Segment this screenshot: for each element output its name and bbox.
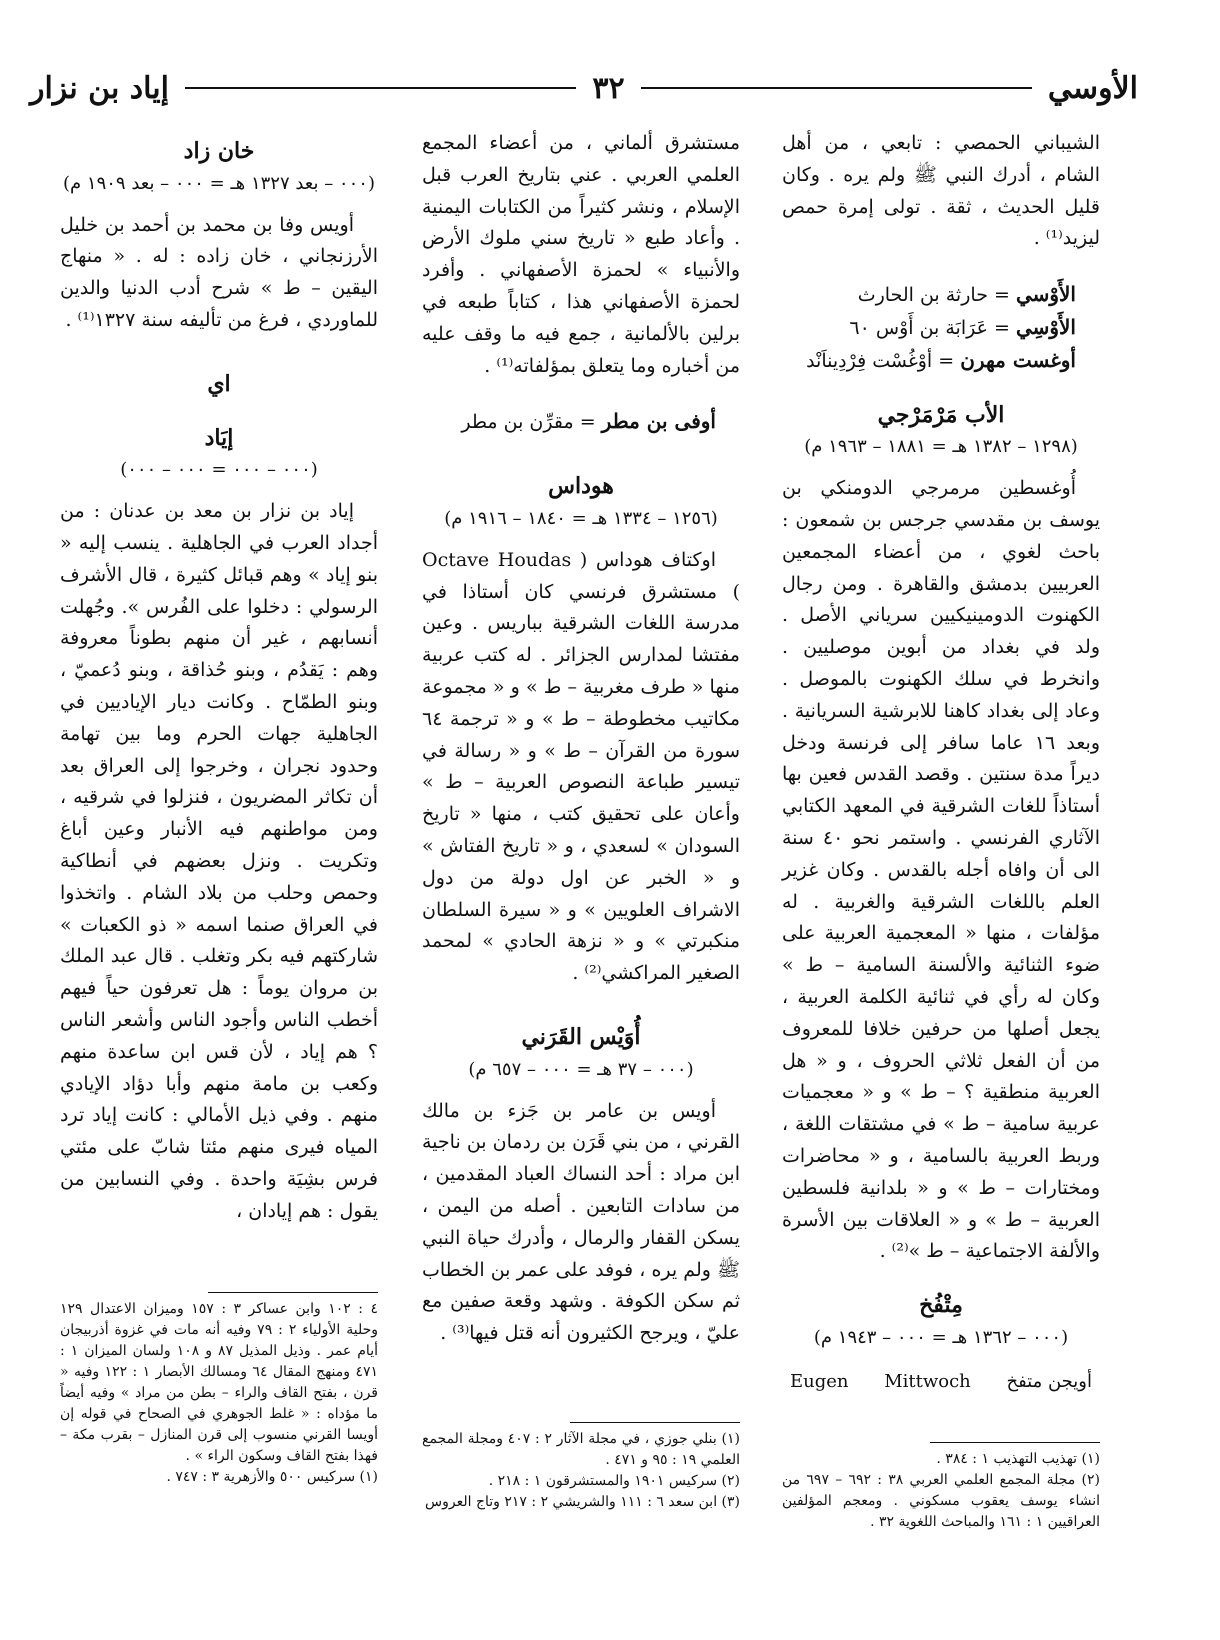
xref-target: = عَرَابَة بن أَوْس ٦٠ <box>849 316 1016 339</box>
cross-reference <box>782 279 1100 312</box>
column-middle <box>422 128 740 1510</box>
entry-body: أويس بن عامر بن جَزء بن مالك القرني ، من بني قَرَن بن ردمان بن ناجية ابن مراد : أحد النساك العباد المقدمين ، من سادات التابعين . أصله من اليمن ، يسكن القفار والرمال ، وأدرك حياة النبي ﷺ ولم يره ، فوفد على عمر بن الخطاب ثم سكن الكوفة . وشهد وقعة صفين مع عليّ ، ويرجح الكثيرون أنه قتل فيها⁽³⁾ . <box>422 1099 740 1345</box>
header-rule-right <box>641 87 1032 89</box>
column-left <box>60 128 378 1485</box>
xref-headword: الأَوْسِي <box>1015 314 1076 339</box>
xref-target: = حارثة بن الحارث <box>857 284 1016 307</box>
latin-name-first: Eugen <box>790 1370 849 1392</box>
entry-title: أُوَيْس القَرَني <box>521 1023 641 1050</box>
footnote-continued: ٤ : ١٠٢ وابن عساكر ٣ : ١٥٧ وميزان الاعتدال ١٢٩ وحلية الأولياء ٢ : ٧٩ وفيه أنه مات في غزوة أذربيجان أيام عمر . وذيل المذيل ٨٧ و ١٠٨ ولسان الميزان ١ : ٤٧١ ومنهج المقال ٦٤ ومسالك الأبصار ١ : ١٢٢ وفيه « قرن ، بفتح القاف والراء – بطن من مراد » وفيه أيضاً ما مؤداه : « غلط الجوهري في الصحاح في قوله إن أويسا القرني منسوب إلى قرن المنازل – بقرب مكة – فهذا بفتح القاف وسكون الراء » . <box>60 1301 378 1464</box>
continued-paragraph: مستشرق ألماني ، من أعضاء المجمع العلمي العربي . عني بتاريخ العرب قبل الإسلام ، ونشر كثيراً من الكتابات اليمنية . وأعاد طبع « تاريخ سني ملوك الأرض والأنبياء » لحمزة الأصفهاني . وأفرد لحمزة الأصفهاني هذا ، كتاباً طبعه في برلين بالألمانية ، جمع فيه ما وقف عليه من أخباره وما يتعلق بمؤلفاته⁽¹⁾ . <box>422 132 740 377</box>
section-letter: اي <box>207 370 231 397</box>
footnotes <box>60 1278 378 1488</box>
xref-headword: أوغست مهرن <box>960 347 1076 372</box>
footnotes <box>782 1428 1100 1533</box>
intro-paragraph: الشيباني الحمصي : تابعي ، من أهل الشام ، أدرك النبي ﷺ ولم يره . وكان قليل الحديث ، ثقة . تولى إمرة حمص ليزيد⁽¹⁾ . <box>782 132 1100 250</box>
footnote-rule <box>570 1422 740 1423</box>
footnotes <box>422 1408 740 1513</box>
page-number: ٣٢ <box>592 70 625 106</box>
header-left-word: إياد بن نزار <box>29 70 169 106</box>
entry-dates: (١٢٩٨ – ١٣٨٢ هـ = ١٨٨١ – ١٩٦٣ م) <box>804 436 1078 458</box>
xref-target: = أوْغُسْت فِرْدِيناَنْد <box>806 349 961 372</box>
entry-title: إيَاد <box>204 424 234 451</box>
footnote-rule <box>208 1292 378 1293</box>
cross-reference <box>782 345 1100 378</box>
cross-reference <box>782 312 1100 345</box>
xref-headword: أوفى بن مطر <box>601 409 716 434</box>
entry-title: هوداس <box>548 473 614 500</box>
column-right <box>782 128 1100 1530</box>
footnote-rule <box>930 1442 1100 1443</box>
header-right-word: الأوسي <box>1047 70 1138 106</box>
entry-dates: (٠٠٠ – بعد ١٣٢٧ هـ = ٠٠٠ – بعد ١٩٠٩ م) <box>63 172 375 194</box>
entry-title: خان زاد <box>183 138 255 164</box>
entry-dates: (٠٠٠ – ٠٠٠ = ٠٠٠ – ٠٠٠) <box>120 459 318 481</box>
entry-dates: (٠٠٠ – ١٣٦٢ هـ = ٠٠٠ – ١٩٤٣ م) <box>813 1326 1069 1348</box>
entry-dates: (٠٠٠ – ٣٧ هـ = ٠٠٠ – ٦٥٧ م) <box>468 1058 694 1080</box>
xref-target: = مقرِّن بن مطر <box>461 411 602 434</box>
arabic-name: أويجن متفخ <box>1006 1370 1092 1392</box>
footnote: (٢) مجلة المجمع العلمي العربي ٣٨ : ٦٩٢ – ٦٩٧ من انشاء يوسف يعقوب مسكوني . ومعجم المؤلفين العراقيين ١ : ١٦١ والمباحث اللغوية ٣٢ . <box>782 1472 1100 1530</box>
entry-body: اوكتاف هوداس ( Octave Houdas ) مستشرق فرنسي كان أستاذا في مدرسة اللغات الشرقية بباريس . وعين مفتشا لمدارس الجزائر . له كتب عربية منها « طرف مغربية – ط » و « مجموعة مكاتيب مخطوطة – ط » و « ترجمة ٦٤ سورة من القرآن – ط » و « رسالة في تيسير طباعة النصوص العربية – ط » وأعان على تحقيق كتب ، منها « تاريخ السودان » لسعدي ، و « تاريخ الفتاش » و « الخبر عن اول دولة من دول الاشراف العلويين » و « سيرة السلطان منكبرتي » و « نزهة الحادي » لمحمد الصغير المراكشي⁽²⁾ . <box>422 548 740 985</box>
header-rule-left <box>185 87 576 89</box>
latin-name-last: Mittwoch <box>884 1370 971 1392</box>
running-header <box>30 68 1138 108</box>
entry-title: مِتْفُخ <box>919 1292 963 1319</box>
footnote: (٣) ابن سعد ٦ : ١١١ والشريشي ٢ : ٢١٧ وتاج العروس <box>425 1494 740 1510</box>
entry-title: الأب مَرْمَرْجي <box>877 401 1005 428</box>
entry-body: أويس وفا بن محمد بن أحمد بن خليل الأرزنجاني ، خان زاده : له . « منهاج اليقين – ط » شرح أدب الدنيا والدين للماوردي ، فرغ من تأليفه سنة ١٣٢٧⁽¹⁾ . <box>60 213 378 331</box>
entry-dates: (١٢٥٦ – ١٣٣٤ هـ = ١٨٤٠ – ١٩١٦ م) <box>444 507 718 529</box>
entry-body: أُوغسطين مرمرجي الدومنكي بن يوسف بن مقدسي جرجس بن شمعون : باحث لغوي ، من أعضاء المجمعين العربيين بدمشق والقاهرة . ومن رجال الكهنوت الدومينيكيين سرياني الأصل . ولد في بغداد من أبوين موصليين . وانخرط في سلك الكهنوت بالموصل . وعاد إلى بغداد كاهنا للابرشية السريانية . وبعد ١٦ عاما سافر إلى فرنسة ودخل ديراً مدة سنتين . وقصد القدس فعين بها أستاذاً للغات الشرقية في المعهد الكتابي الآثاري الفرنسي . واستمر نحو ٤٠ سنة الى أن وافاه أجله بالقدس . وكان غزير العلم باللغات الشرقية والغربية . له مؤلفات ، منها « المعجمية العربية على ضوء الثنائية والألسنة السامية – ط » وكان له رأي في ثنائية الكلمة العربية ، يجعل أصلها من حرفين خلافا للمعروف من أن الفعل ثلاثي الحروف ، و « هل العربية منطقية ؟ – ط » و « معجميات عربية سامية – ط » في مشتقات اللغة ، وربط العربية بالسامية ، و « محاضرات ومختارات – ط » و « بلدانية فلسطين العربية – ط » و « العلاقات بين الأسرة والألفة الاجتماعية – ط »⁽²⁾ . <box>782 477 1100 1263</box>
footnote: (٢) سركيس ١٩٠١ والمستشرقون ١ : ٢١٨ . <box>488 1473 740 1489</box>
footnote: (١) سركيس ٥٠٠ والأزهرية ٣ : ٧٤٧ . <box>166 1469 378 1485</box>
latin-name-line <box>782 1366 1100 1398</box>
cross-reference <box>422 406 740 439</box>
footnote: (١) تهذيب التهذيب ١ : ٣٨٤ . <box>936 1451 1100 1467</box>
entry-body: إياد بن نزار بن معد بن عدنان : من أجداد العرب في الجاهلية . ينسب إليه « بنو إياد » وهم قبائل كثيرة ، قال الأشرف الرسولي : دخلوا على الفُرس ». وجُهلت أنسابهم ، غير أن منهم بطوناً معروفة وهم : يَقدُم ، وبنو حُذاقة ، وبنو دُعميّ ، وبنو الطمّاح . وكانت ديار الإياديين في الجاهلية جهات الحرم وما بين تهامة وحدود نجران ، وخرجوا إلى العراق بعد أن تكاثر المضريون ، فنزلوا في شرقيه ، ومن مواطنهم فيه الأنبار وعين أباغ وتكريت . ونزل بعضهم في أنطاكية وحمص وحلب من بلاد الشام . واتخذوا في العراق صنما اسمه « ذو الكعبات » شاركتهم فيه بكر وتغلب . قال عبد الملك بن مروان يوماً : هل تعرفون حياً فيهم أخطب الناس وأجود الناس وأشعر الناس ؟ هم إياد ، لأن قس ابن ساعدة منهم وكعب بن مامة منهم وأبا دؤاد الإيادي منهم . وفي ذيل الأمالي : كانت إياد ترد المياه فيرى منهم مئتا شابّ على مئتي فرس بشِيَة واحدة . وفي النسابين من يقول : هم إيادان ، <box>60 500 378 1222</box>
xref-headword: الأَوْسي <box>1015 282 1076 307</box>
footnote: (١) بنلي جوزي ، في مجلة الآثار ٢ : ٤٠٧ ومجلة المجمع العلمي ١٩ : ٩٥ و ٤٧١ . <box>422 1431 740 1468</box>
